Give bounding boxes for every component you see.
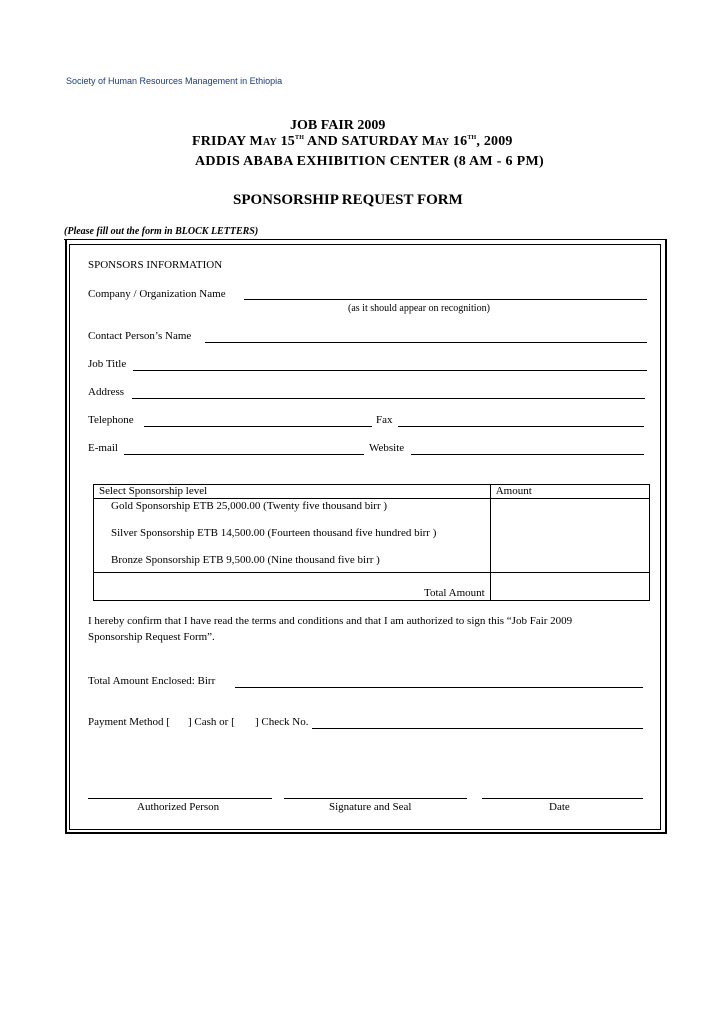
instruction-note: (Please fill out the form in BLOCK LETTERS): [64, 226, 259, 237]
confirmation-line-2: Sponsorship Request Form”.: [88, 631, 215, 643]
event-venue: ADDIS ABABA EXHIBITION CENTER (8 AM - 6 PM): [195, 154, 544, 169]
form-title: SPONSORSHIP REQUEST FORM: [233, 192, 463, 208]
cash-label: ] Cash or [: [188, 716, 235, 728]
section-heading: SPONSORS INFORMATION: [88, 259, 223, 271]
date-line[interactable]: [482, 798, 643, 799]
level-header: Select Sponsorship level: [94, 485, 491, 499]
fax-field[interactable]: [398, 426, 644, 427]
total-amount-cell[interactable]: [490, 573, 649, 601]
payment-method-label: Payment Method [: [88, 716, 170, 728]
company-label: Company / Organization Name: [88, 288, 226, 300]
email-field[interactable]: [124, 454, 364, 455]
contact-label: Contact Person’s Name: [88, 330, 192, 342]
telephone-label: Telephone: [88, 414, 134, 426]
website-field[interactable]: [411, 454, 644, 455]
cash-checkbox[interactable]: [178, 717, 187, 728]
bronze-option[interactable]: Bronze Sponsorship ETB 9,500.00 (Nine thousand five birr ): [111, 554, 380, 566]
amount-header: Amount: [490, 485, 649, 499]
levels-cell: [94, 499, 491, 573]
website-label: Website: [369, 442, 405, 454]
fax-label: Fax: [376, 414, 393, 426]
company-field[interactable]: [244, 299, 647, 300]
organization-name: Society of Human Resources Management in Ethiopia: [66, 76, 283, 86]
company-note: (as it should appear on recognition): [348, 303, 490, 314]
address-field[interactable]: [132, 398, 645, 399]
total-enclosed-label: Total Amount Enclosed: Birr: [88, 675, 216, 687]
signature-label: Signature and Seal: [329, 801, 412, 813]
job-title-field[interactable]: [133, 370, 647, 371]
silver-option[interactable]: Silver Sponsorship ETB 14,500.00 (Fourteen thousand five hundred birr ): [111, 527, 437, 539]
amount-cell[interactable]: [490, 499, 649, 573]
job-title-label: Job Title: [88, 358, 127, 370]
total-enclosed-field[interactable]: [235, 687, 643, 688]
contact-field[interactable]: [205, 342, 647, 343]
check-label: ] Check No.: [255, 716, 309, 728]
date-label: Date: [549, 801, 570, 813]
authorized-person-line[interactable]: [88, 798, 272, 799]
authorized-person-label: Authorized Person: [137, 801, 220, 813]
address-label: Address: [88, 386, 125, 398]
sponsorship-table: [93, 484, 650, 601]
signature-line[interactable]: [284, 798, 467, 799]
total-label: Total Amount: [94, 573, 491, 601]
telephone-field[interactable]: [144, 426, 372, 427]
gold-option[interactable]: Gold Sponsorship ETB 25,000.00 (Twenty five thousand birr ): [111, 500, 388, 512]
check-checkbox[interactable]: [245, 717, 254, 728]
check-number-field[interactable]: [312, 728, 643, 729]
confirmation-line-1: I hereby confirm that I have read the terms and conditions and that I am authorized to sign this “Job Fair 2009: [88, 615, 573, 627]
event-title: JOB FAIR 2009: [290, 118, 386, 133]
email-label: E-mail: [88, 442, 118, 454]
event-dates: FRIDAY MAY 15TH AND SATURDAY MAY 16TH, 2009: [192, 134, 513, 149]
